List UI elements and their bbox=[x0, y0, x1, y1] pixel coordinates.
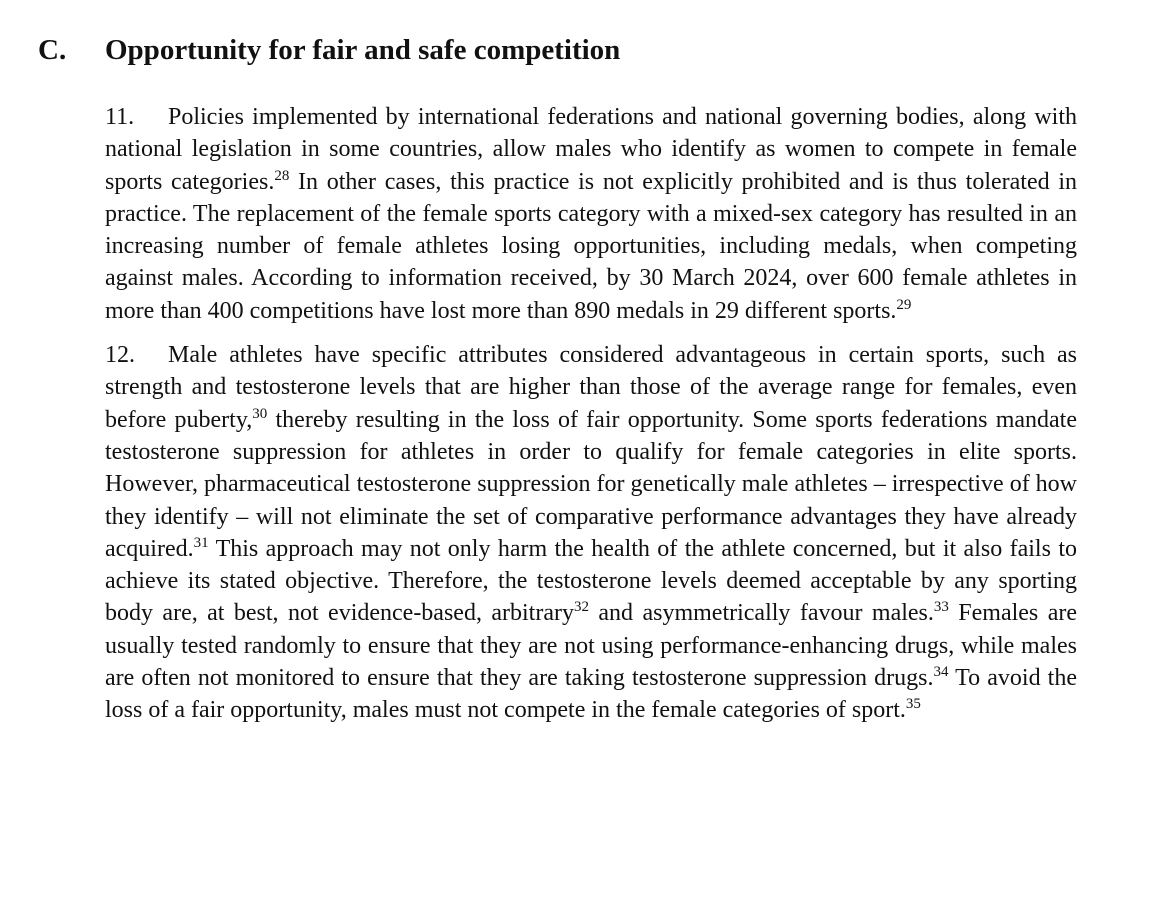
paragraph-text: Females are usually tested randomly to ensure that they are not using performance-enhancing drugs, while males are often not monitored to ensure that they are taking testosterone suppression drugs. bbox=[105, 600, 1077, 692]
paragraph-text: Male athletes have specific attributes considered advantageous in certain sports, such as strength and testosterone levels that are higher than those of the average range for females, even before puberty, bbox=[105, 342, 1077, 433]
section-heading bbox=[38, 30, 620, 70]
footnote-ref: 33 bbox=[933, 599, 949, 616]
paragraph-11 bbox=[105, 101, 1077, 327]
paragraph-text: This approach may not only harm the health of the athlete concerned, but it also fails to achieve its stated objective. Therefore, the testosterone levels deemed acceptable by any sporting body are, at best, not evidence-based, arbitrary bbox=[105, 535, 1077, 627]
footnote-ref: 30 bbox=[252, 405, 268, 422]
paragraph-number: 11. bbox=[105, 104, 135, 130]
paragraph-text: thereby resulting in the loss of fair opportunity. Some sports federations mandate testosterone suppression for athletes in order to qualify for female categories in elite sports. However, pharmaceutical testosterone suppression for genetically male athletes – irrespective of how they identify – will not eliminate the set of comparative performance advantages they have already acquired. bbox=[105, 406, 1078, 562]
document-body bbox=[105, 101, 1077, 739]
footnote-ref: 32 bbox=[573, 599, 589, 616]
footnote-ref: 29 bbox=[896, 296, 912, 313]
paragraph-number: 12. bbox=[105, 342, 135, 369]
footnote-ref: 35 bbox=[905, 696, 921, 713]
footnote-ref: 31 bbox=[193, 534, 209, 551]
paragraph-text: and asymmetrically favour males. bbox=[588, 600, 934, 627]
paragraph-text: To avoid the loss of a fair opportunity, males must not compete in the female categories of sport. bbox=[105, 665, 1077, 724]
paragraph-12 bbox=[105, 339, 1077, 727]
section-title: Opportunity for fair and safe competition bbox=[105, 34, 621, 66]
section-letter: C. bbox=[38, 34, 67, 66]
paragraph-text: Policies implemented by international federations and national governing bodies, along with national legislation in some countries, allow males who identify as women to compete in female sports categories. bbox=[105, 104, 1077, 195]
footnote-ref: 34 bbox=[933, 664, 949, 681]
footnote-ref: 28 bbox=[274, 167, 290, 184]
paragraph-text: In other cases, this practice is not explicitly prohibited and is thus tolerated in practice. The replacement of the female sports category with a mixed-sex category has resulted in an increasing number of female athletes losing opportunities, including medals, when competing against males. According to information received, by 30 March 2024, over 600 female athletes in more than 400 competitions have lost more than 890 medals in 29 different sports. bbox=[105, 168, 1077, 324]
